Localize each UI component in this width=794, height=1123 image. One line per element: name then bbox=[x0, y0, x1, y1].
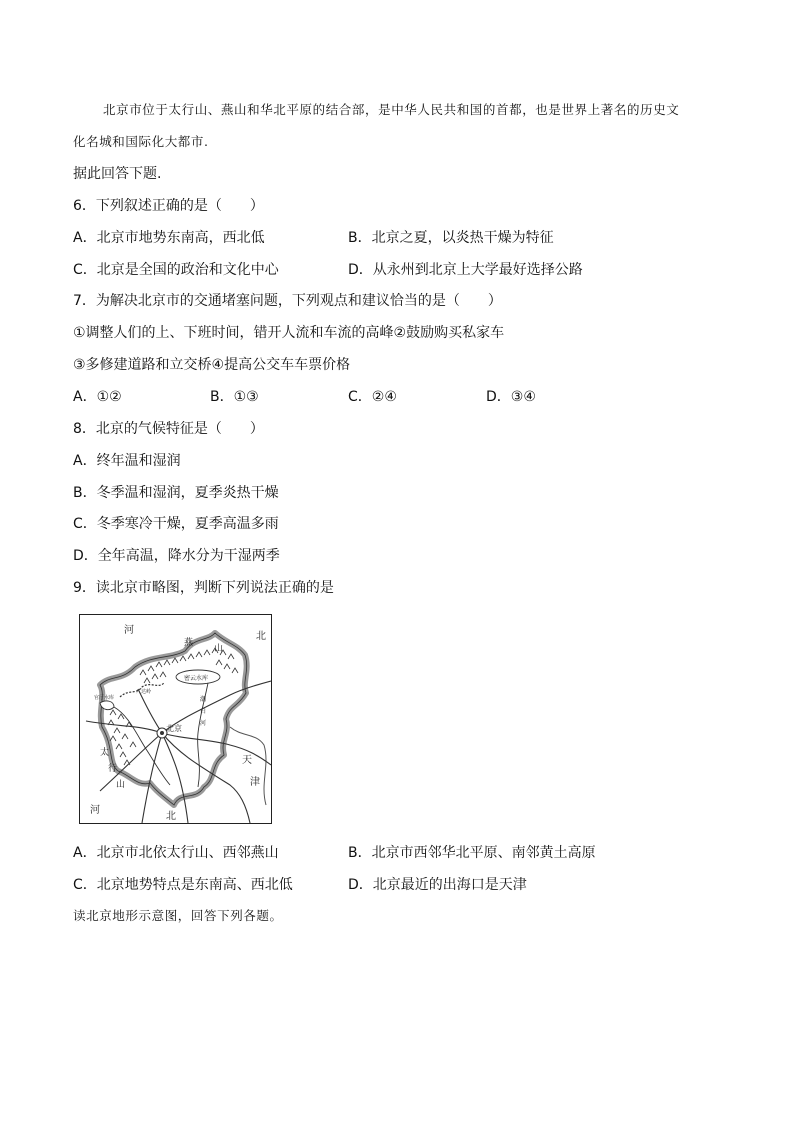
map-label-yan: 燕 bbox=[184, 637, 194, 647]
q7-option-d: D．③④ bbox=[486, 389, 536, 405]
map-label-tai: 太 bbox=[100, 747, 110, 757]
map-label-badaling: 八达岭 bbox=[136, 689, 152, 695]
map-label-xing: 行 bbox=[108, 763, 118, 773]
tianjin-boundary bbox=[230, 727, 266, 805]
q6-stem: 6．下列叙述正确的是（ ） bbox=[73, 198, 264, 214]
q8-stem: 8．北京的气候特征是（ ） bbox=[73, 421, 264, 437]
q8-option-d: D．全年高温，降水分为干湿两季 bbox=[73, 548, 280, 564]
q7-option-a: A．①② bbox=[73, 389, 122, 405]
q7-stem: 7．为解决北京市的交通堵塞问题，下列观点和建议恰当的是（ ） bbox=[73, 293, 502, 309]
q9-stem: 9．读北京市略图，判断下列说法正确的是 bbox=[73, 580, 334, 596]
q9-option-a: A．北京市北依太行山、西邻燕山 bbox=[73, 845, 279, 861]
q9-option-c: C．北京地势特点是东南高、西北低 bbox=[73, 877, 293, 893]
map-label-beijing: 北京 bbox=[166, 724, 182, 733]
map-label-chao: 潮 bbox=[200, 697, 207, 703]
map-label-bei-ne: 北 bbox=[256, 631, 266, 642]
intro-line-2: 化名城和国际化大都市. bbox=[73, 134, 209, 149]
map-label-he-sw: 河 bbox=[90, 805, 100, 816]
q6-option-a: A．北京市地势东南高，西北低 bbox=[73, 230, 265, 246]
q6-option-c: C．北京是全国的政治和文化中心 bbox=[73, 262, 279, 278]
map-label-shan-w: 山 bbox=[116, 779, 126, 789]
q7-statement-1: ①调整人们的上、下班时间，错开人流和车流的高峰②鼓励购买私家车 bbox=[73, 325, 505, 341]
map-label-bei-s: 北 bbox=[166, 811, 176, 822]
intro-instruction: 据此回答下题. bbox=[73, 166, 162, 182]
q9-option-b: B．北京市西邻华北平原、南邻黄土高原 bbox=[348, 845, 596, 861]
map-label-guanting: 官厅水库 bbox=[94, 695, 115, 701]
intro-line-1: 北京市位于太行山、燕山和华北平原的结合部，是中华人民共和国的首都，也是世界上著名的历史文 bbox=[103, 102, 680, 117]
q8-option-b: B．冬季温和湿润，夏季炎热干燥 bbox=[73, 485, 279, 501]
q7-statement-2: ③多修建道路和立交桥④提高公交车车票价格 bbox=[73, 357, 351, 373]
footer-instruction: 读北京地形示意图，回答下列各题。 bbox=[73, 908, 283, 923]
map-label-he-nw: 河 bbox=[124, 625, 134, 636]
q6-option-b: B．北京之夏，以炎热干燥为特征 bbox=[348, 230, 554, 246]
q7-option-b: B．①③ bbox=[210, 389, 259, 405]
map-label-shan-n: 山 bbox=[214, 643, 224, 653]
q8-option-c: C．冬季寒冷干燥，夏季高温多雨 bbox=[73, 516, 279, 532]
map-label-jin: 津 bbox=[250, 777, 260, 788]
map-label-tian: 天 bbox=[242, 755, 252, 766]
map-label-he-river: 河 bbox=[200, 721, 207, 727]
map-label-reservoir: 密云水库 bbox=[184, 676, 209, 682]
q7-option-c: C．②④ bbox=[348, 389, 397, 405]
beijing-map-svg bbox=[80, 615, 271, 823]
q6-option-d: D．从永州到北京上大学最好选择公路 bbox=[348, 262, 583, 278]
beijing-map-figure bbox=[79, 614, 272, 824]
q9-option-d: D．北京最近的出海口是天津 bbox=[348, 877, 527, 893]
q8-option-a: A．终年温和湿润 bbox=[73, 453, 181, 469]
map-label-bai: 白 bbox=[200, 709, 207, 715]
